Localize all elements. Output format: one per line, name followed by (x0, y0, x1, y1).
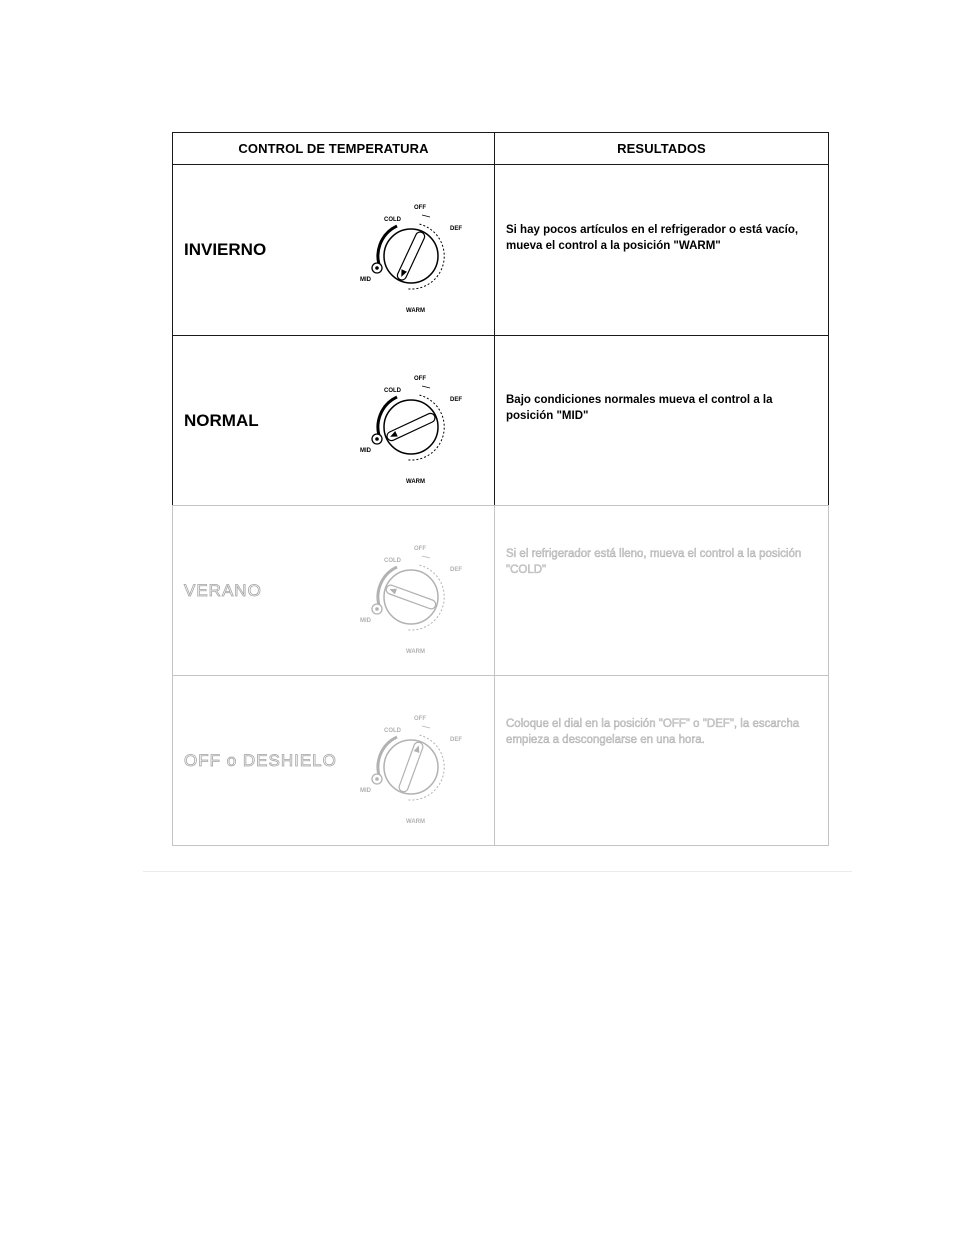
dial-slot (351, 706, 471, 826)
dial-label-cold: COLD (384, 388, 401, 394)
row-verano-control (172, 505, 495, 676)
row-label: OFF o DESHIELO (184, 751, 337, 770)
header-cell-results (494, 132, 829, 165)
result-text: Coloque el dial en la posición "OFF" o "DEF", la escarcha empieza a descongelarse en una hora. (506, 718, 800, 746)
dial-label-mid: MID (360, 788, 371, 794)
dial-off-tick (422, 386, 430, 388)
temperature-dial-icon (351, 195, 471, 315)
page-rule (143, 871, 852, 872)
dial-label-warm: WARM (406, 479, 425, 485)
row-normal-result (494, 335, 829, 506)
dial-label-off: OFF (414, 716, 426, 722)
dial-knob (384, 229, 438, 283)
dial-knob (384, 570, 438, 624)
dial-mid-dot (375, 437, 379, 441)
dial-label-def: DEF (450, 737, 462, 743)
dial-label-def: DEF (450, 567, 462, 573)
row-verano-result (494, 505, 829, 676)
dial-off-tick (422, 215, 430, 217)
result-text: Si el refrigerador está lleno, mueva el control a la posición "COLD" (506, 548, 802, 576)
dial-slot (351, 536, 471, 656)
dial-label-warm: WARM (406, 649, 425, 655)
result-text: Bajo condiciones normales mueva el control a la posición "MID" (506, 394, 773, 422)
dial-mid-dot (375, 777, 379, 781)
dial-mid-dot (375, 607, 379, 611)
temperature-control-table (172, 132, 829, 846)
dial-label-mid: MID (360, 277, 371, 283)
dial-label-cold: COLD (384, 217, 401, 223)
result-text: Si hay pocos artículos en el refrigerador o está vacío, mueva el control a la posición "WARM" (506, 224, 799, 252)
temperature-dial-icon (351, 366, 471, 486)
dial-mid-dot (375, 266, 379, 270)
dial-label-off: OFF (414, 376, 426, 382)
row-label: NORMAL (184, 411, 259, 430)
row-label: INVIERNO (184, 240, 267, 259)
temperature-dial-icon (351, 706, 471, 826)
row-deshielo-control (172, 675, 495, 846)
dial-label-off: OFF (414, 546, 426, 552)
dial-knob (384, 740, 438, 794)
header-control: CONTROL DE TEMPERATURA (238, 141, 429, 156)
dial-slot (351, 366, 471, 486)
dial-label-cold: COLD (384, 728, 401, 734)
dial-label-off: OFF (414, 205, 426, 211)
temperature-dial-icon (351, 536, 471, 656)
dial-label-def: DEF (450, 226, 462, 232)
dial-label-warm: WARM (406, 308, 425, 314)
header-results: RESULTADOS (617, 141, 706, 156)
dial-label-def: DEF (450, 397, 462, 403)
row-label: VERANO (184, 581, 262, 600)
dial-slot (351, 195, 471, 315)
header-cell-control (172, 132, 495, 165)
dial-off-tick (422, 726, 430, 728)
row-invierno-control (172, 164, 495, 336)
dial-off-tick (422, 556, 430, 558)
dial-label-mid: MID (360, 618, 371, 624)
row-deshielo-result (494, 675, 829, 846)
dial-label-mid: MID (360, 448, 371, 454)
row-invierno-result (494, 164, 829, 336)
dial-knob (384, 400, 438, 454)
dial-label-warm: WARM (406, 819, 425, 825)
dial-label-cold: COLD (384, 558, 401, 564)
row-normal-control (172, 335, 495, 506)
